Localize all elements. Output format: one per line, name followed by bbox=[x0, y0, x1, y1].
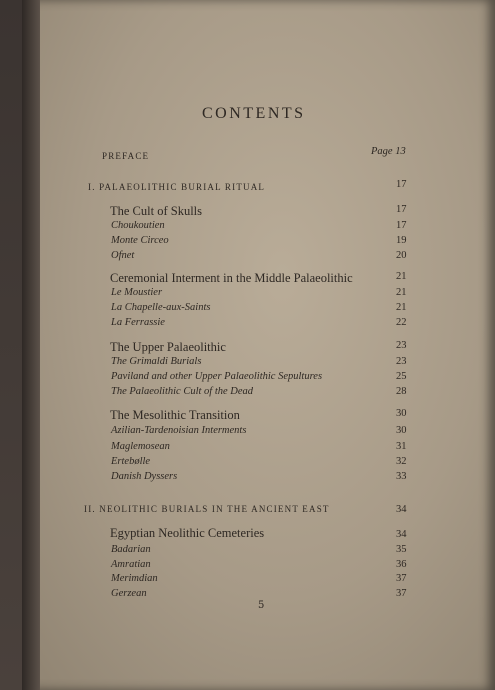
list-item: Gerzean bbox=[111, 588, 147, 599]
group-title: The Upper Palaeolithic bbox=[110, 340, 226, 354]
list-item: Merimdian bbox=[111, 573, 158, 584]
list-item-page: 17 bbox=[396, 220, 407, 231]
list-item: Maglemosean bbox=[111, 441, 170, 452]
section-page: 34 bbox=[396, 504, 407, 515]
page-title: CONTENTS bbox=[202, 105, 306, 122]
list-item-page: 30 bbox=[396, 425, 407, 436]
list-item-page: 23 bbox=[396, 356, 407, 367]
section-heading: II. NEOLITHIC BURIALS IN THE ANCIENT EAST bbox=[84, 504, 330, 514]
list-item: Ertebølle bbox=[111, 456, 151, 467]
list-item-page: 31 bbox=[396, 441, 407, 452]
list-item-page: 33 bbox=[396, 471, 407, 482]
group-title: Ceremonial Interment in the Middle Palaeolithic bbox=[110, 271, 353, 285]
list-item-page: 35 bbox=[396, 544, 407, 555]
list-item-page: 21 bbox=[396, 287, 407, 298]
group-page: 30 bbox=[396, 408, 407, 419]
list-item-page: 20 bbox=[396, 250, 407, 261]
section-heading: I. PALAEOLITHIC BURIAL RITUAL bbox=[88, 182, 266, 192]
list-item: Azilian-Tardenoisian Interments bbox=[111, 425, 247, 436]
page-gutter bbox=[22, 0, 40, 690]
group-title: The Cult of Skulls bbox=[110, 204, 203, 218]
list-item: Monte Circeo bbox=[111, 235, 169, 246]
list-item-page: 32 bbox=[396, 456, 407, 467]
group-page: 21 bbox=[396, 271, 407, 282]
group-title: The Mesolithic Transition bbox=[110, 408, 240, 422]
list-item: The Grimaldi Burials bbox=[111, 356, 202, 367]
list-item-page: 22 bbox=[396, 317, 407, 328]
list-item: Amratian bbox=[111, 559, 151, 570]
list-item-page: 21 bbox=[396, 302, 407, 313]
preface-label: PREFACE bbox=[102, 151, 150, 161]
list-item-page: 25 bbox=[396, 371, 407, 382]
list-item: The Palaeolithic Cult of the Dead bbox=[111, 386, 254, 397]
group-page: 34 bbox=[396, 529, 407, 540]
list-item: Badarian bbox=[111, 544, 151, 555]
list-item: Ofnet bbox=[111, 250, 135, 261]
section-page: 17 bbox=[396, 179, 407, 190]
list-item-page: 28 bbox=[396, 386, 407, 397]
page-number: 5 bbox=[258, 600, 265, 611]
list-item: La Ferrassie bbox=[111, 317, 165, 328]
list-item: La Chapelle-aux-Saints bbox=[111, 302, 211, 313]
list-item-page: 36 bbox=[396, 559, 407, 570]
list-item: Paviland and other Upper Palaeolithic Sepultures bbox=[111, 371, 323, 382]
book-page bbox=[22, 0, 495, 690]
group-title: Egyptian Neolithic Cemeteries bbox=[110, 526, 265, 540]
list-item: Le Moustier bbox=[111, 287, 163, 298]
preface-page: Page 13 bbox=[371, 146, 406, 157]
group-page: 23 bbox=[396, 340, 407, 351]
list-item: Danish Dyssers bbox=[111, 471, 178, 482]
group-page: 17 bbox=[396, 204, 407, 215]
list-item-page: 37 bbox=[396, 573, 407, 584]
list-item: Choukoutien bbox=[111, 220, 165, 231]
list-item-page: 37 bbox=[396, 588, 407, 599]
list-item-page: 19 bbox=[396, 235, 407, 246]
